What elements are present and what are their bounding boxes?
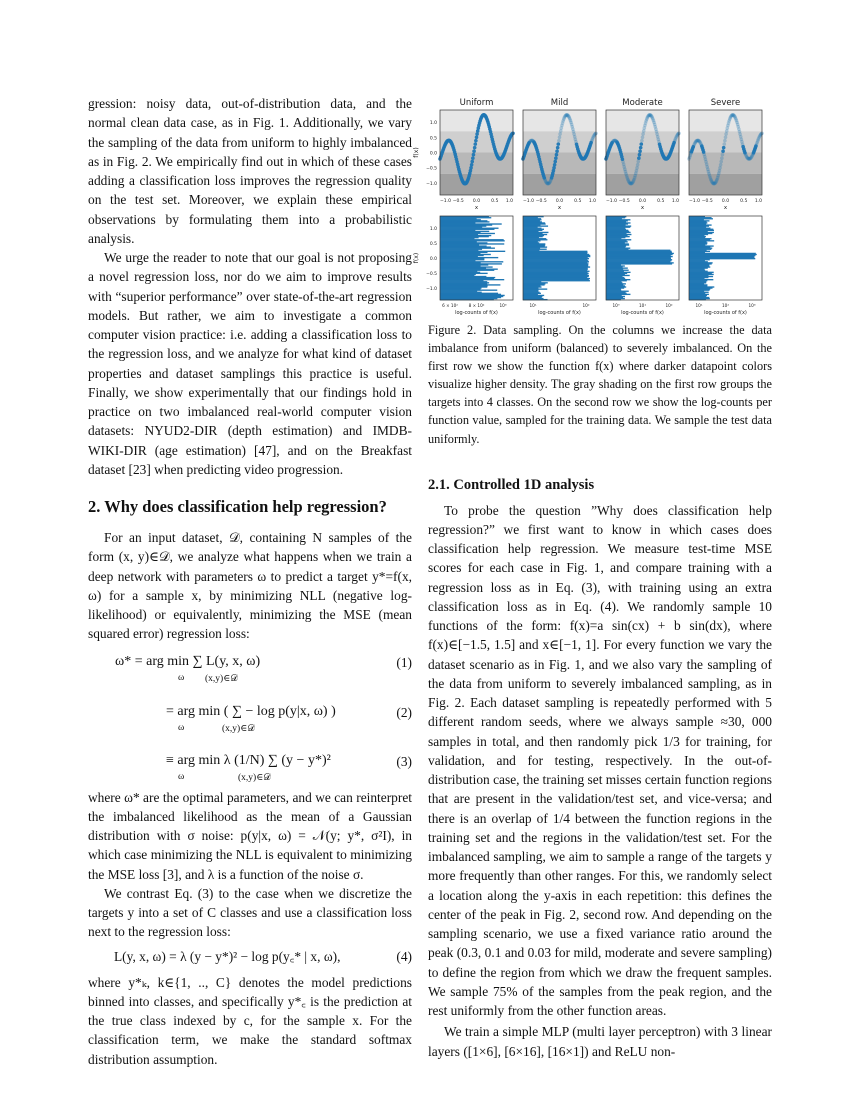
- equation-1: ω* = arg min ∑ L(y, x, ω): [115, 653, 261, 669]
- data-point: [635, 166, 639, 170]
- equation-number: (2): [396, 704, 412, 720]
- panel-title: Mild: [550, 98, 569, 108]
- data-point: [472, 149, 476, 153]
- data-point: [552, 166, 556, 170]
- equation-2: = arg min ( ∑ − log p(y|x, ω) ): [166, 703, 336, 719]
- x-axis-label: log-counts of f(x): [704, 310, 747, 316]
- y-tick-label: 0.0: [429, 151, 437, 157]
- data-point: [556, 142, 560, 146]
- x-tick-label: 8 × 10²: [468, 303, 485, 308]
- eq-subscript: (x,y)∈𝒟: [238, 772, 271, 783]
- x-tick-label: 6 × 10²: [442, 303, 458, 308]
- data-point: [557, 139, 561, 143]
- data-point: [718, 166, 722, 170]
- x-tick-label: 10²: [582, 303, 590, 308]
- class-band: [689, 174, 762, 195]
- y-tick-label: 1.0: [429, 227, 437, 232]
- panel-title: Severe: [710, 98, 741, 108]
- y-tick-label: 0.5: [429, 242, 437, 247]
- y-axis-label: f(x): [413, 252, 420, 264]
- data-point: [719, 163, 723, 167]
- eq-subscript: ω: [178, 771, 185, 782]
- paragraph: gression: noisy data, out-of-distribution data, and the normal clean data case, as in Fig. 1. Additionally, we vary the sampling of the data from uniform to highly imbalanced as in Fig. 2. We empirically find out in which of these cases adding a classification loss improves the regression quality on the test set. Moreover, we explain these empirical observations by formulating them into a probabilistic analysis.: [88, 96, 412, 246]
- paragraph: where y*ₖ, k∈{1, .., C} denotes the model predictions binned into classes, and specifically y*꜀ is the prediction at the true class indexed by c, for the sample x. For the classification term, we make the standard softmax distribution assumption.: [88, 974, 412, 1067]
- y-tick-label: −0.5: [426, 166, 437, 172]
- x-axis-label: log-counts of f(x): [538, 310, 581, 316]
- panel-title: Uniform: [459, 98, 494, 108]
- left-column: [88, 94, 412, 1069]
- equation-4: L(y, x, ω) = λ (y − y*)² − log p(y꜀* | x, ω),: [114, 948, 341, 964]
- x-tick-label: −1.0: [689, 199, 700, 204]
- x-tick-label: −0.5: [535, 199, 547, 204]
- x-tick-label: 1.0: [671, 199, 679, 204]
- x-tick-label: 10²: [721, 303, 730, 308]
- data-point: [556, 146, 560, 150]
- x-axis-label: x: [474, 205, 479, 211]
- data-point: [474, 139, 478, 143]
- figure-2: [410, 92, 772, 320]
- y-tick-label: −1.0: [426, 287, 437, 292]
- eq-subscript: (x,y)∈𝒟: [222, 723, 255, 734]
- data-point: [555, 153, 559, 157]
- data-point: [641, 135, 645, 139]
- x-tick-label: 0.0: [472, 199, 481, 204]
- data-point: [554, 156, 558, 160]
- equation-3: ≡ arg min λ (1/N) ∑ (y − y*)²: [166, 752, 331, 768]
- x-tick-label: 1.0: [754, 199, 762, 204]
- x-tick-label: −1.0: [606, 199, 617, 204]
- data-point: [724, 132, 728, 136]
- x-tick-label: 0.5: [657, 199, 665, 204]
- x-tick-label: −1.0: [523, 199, 534, 204]
- section-heading: 2. Why does classification help regression?: [88, 497, 387, 516]
- data-point: [637, 156, 641, 160]
- figure-caption: Figure 2. Data sampling. On the columns we increase the data imbalance from uniform (balanced) to severely imbalanced. On the first row we show the function f(x) where darker datapoint colors visualize higher density. The gray shading on the first row groups the targets into 4 classes. On the second row we show the log-counts per function value, sampled for the training data. We sample the test data uniformly.: [428, 323, 772, 446]
- y-tick-label: −0.5: [426, 272, 437, 277]
- equation-number: (3): [396, 753, 412, 769]
- x-axis-label: x: [640, 205, 645, 211]
- data-point: [470, 160, 474, 164]
- x-tick-label: 10¹: [695, 303, 703, 308]
- equation-number: (1): [396, 654, 412, 670]
- paragraph: We urge the reader to note that our goal is not proposing a novel regression loss, nor do we aim to improve results with “superior performance” over state-of-the-art regression models. But rather, we aim to investigate a common computer vision practice: i.e. adding a classification loss to the regression loss, and we analyze for what kind of dataset properties and dataset samplings this practice is useful. Finally, we show experimentally that our findings hold in practice on two imbalanced real-world computer vision datasets: NYUD2-DIR (depth estimation) and IMDB-WIKI-DIR (age estimation) [47], and on the Breakfast dataset [23] when predicting video progression.: [88, 250, 412, 477]
- paragraph: where ω* are the optimal parameters, and we can reinterpret the imbalanced likelihood as the mean of a Gaussian distribution with σ noise: p(y|x, ω) = 𝒩(y; y*, σ²I), in which case minimizing the NLL is equivalent to minimizing the MSE loss [3], and λ is a function of the noise σ.: [88, 789, 412, 882]
- data-point: [558, 132, 562, 136]
- class-band: [523, 110, 596, 131]
- data-point: [639, 146, 643, 150]
- x-tick-label: 10⁰: [612, 303, 620, 308]
- data-point: [720, 156, 724, 160]
- equation-number: (4): [396, 948, 412, 964]
- equation-block: [88, 648, 412, 786]
- data-point: [636, 160, 640, 164]
- y-axis-label: f(x): [413, 147, 420, 158]
- y-tick-label: 0.5: [429, 136, 437, 142]
- x-tick-label: 0.5: [491, 199, 499, 204]
- data-point: [719, 160, 723, 164]
- data-point: [641, 132, 645, 136]
- data-point: [469, 166, 473, 170]
- paragraph: For an input dataset, 𝒟, containing N samples of the form (x, y)∈𝒟, we analyze what happens when we train a deep network with parameters ω to predict a target y*=f(x, ω) for a sample x, by minimizing NLL (negative log-likelihood) or equivalently, minimizing the MSE (mean squared error) regression loss:: [88, 530, 412, 642]
- x-axis-label: x: [557, 205, 562, 211]
- paragraph: We contrast Eq. (3) to the case when we discretize the targets y into a set of C classes and use a classification loss next to the regression loss:: [88, 885, 412, 940]
- eq-subscript: ω: [178, 722, 185, 733]
- x-tick-label: 0.0: [638, 199, 647, 204]
- x-tick-label: 10³: [748, 303, 756, 308]
- x-tick-label: 10²: [665, 303, 673, 308]
- data-point: [721, 149, 725, 153]
- x-tick-label: 1.0: [588, 199, 596, 204]
- y-tick-label: 1.0: [429, 121, 437, 127]
- paragraph: We train a simple MLP (multi layer perceptron) with 3 linear layers ([1×6], [6×16], [16×1]) and ReLU non-: [428, 1024, 772, 1059]
- x-axis-label: log-counts of f(x): [455, 310, 498, 316]
- x-tick-label: 1.0: [505, 199, 513, 204]
- x-tick-label: −0.5: [618, 199, 630, 204]
- data-point: [470, 163, 474, 167]
- data-point: [553, 163, 557, 167]
- data-point: [722, 146, 726, 150]
- x-tick-label: 0.0: [721, 199, 730, 204]
- x-tick-label: 10¹: [638, 303, 647, 308]
- data-point: [473, 142, 477, 146]
- x-tick-label: −0.5: [452, 199, 464, 204]
- x-tick-label: 0.5: [574, 199, 582, 204]
- data-point: [472, 153, 476, 157]
- data-point: [473, 146, 477, 150]
- data-point: [471, 156, 475, 160]
- class-band: [689, 110, 762, 131]
- right-column: [428, 321, 772, 1061]
- eq-subscript: ω: [178, 672, 185, 683]
- data-point: [723, 139, 727, 143]
- x-tick-label: −1.0: [440, 199, 451, 204]
- data-point: [553, 160, 557, 164]
- class-band: [440, 174, 513, 195]
- data-point: [724, 135, 728, 139]
- y-tick-label: −1.0: [426, 181, 437, 187]
- data-point: [722, 142, 726, 146]
- x-tick-label: 10¹: [529, 303, 537, 308]
- x-tick-label: −0.5: [701, 199, 713, 204]
- data-point: [638, 153, 642, 157]
- data-point: [475, 135, 479, 139]
- equation-4-row: [88, 948, 412, 965]
- paragraph: To probe the question ”Why does classification help regression?” we first want to know in which cases does classification help regression. We measure test-time MSE scores for each case in Fig. 1, and compare training with a regression loss as in Eq. (3), with training using an extra classification loss as in Eq. (4). We randomly sample 10 functions of the form: f(x)=a sin(cx) + b sin(dx), where f(x)∈[−1.5, 1.5] and x∈[−1, 1]. For every function we vary the dataset scenario as in Fig. 1, and we also vary the sampling of the data from uniform to severely imbalanced sampling, as in Fig. 2. Each dataset sampling is repeatedly performed with 5 different random seeds, where we always sample ≈30, 000 samples in total, and then randomly pick 1/3 for training, for validation, and for testing, respectively. In the out-of-distribution case, the training set misses certain function regions that are present in the validation/test set, and vice-versa; and there is an overlap of 1/4 between the function regions in the training set and the regions in the validation/test set. For the imbalanced sampling, we aim to sample a range of the targets y more frequently than other ranges. For this, we randomly select a location along the y-axis in each repetition: this defines the center of the peak in Fig. 2, second row. And depending on the sampling scenario, we use a fixed variance ratio around the peak (0.3, 0.1 and 0.03 for mild, moderate and severe sampling) to define the region from which we draw the frequent samples. We sample 75% of the samples from the peak region, and the rest uniformly from the other function areas.: [428, 502, 772, 1019]
- data-point: [640, 139, 644, 143]
- class-band: [440, 110, 513, 131]
- class-band: [523, 174, 596, 195]
- x-tick-label: 10³: [499, 303, 507, 308]
- data-point: [558, 135, 562, 139]
- x-tick-label: 0.5: [740, 199, 748, 204]
- data-point: [639, 142, 643, 146]
- class-band: [606, 174, 679, 195]
- y-tick-label: 0.0: [429, 257, 437, 262]
- x-axis-label: log-counts of f(x): [621, 310, 664, 316]
- data-point: [636, 163, 640, 167]
- x-axis-label: x: [723, 205, 728, 211]
- data-point: [721, 153, 725, 157]
- x-tick-label: 0.0: [555, 199, 564, 204]
- subsection-heading: 2.1. Controlled 1D analysis: [428, 476, 595, 493]
- data-point: [638, 149, 642, 153]
- data-point: [555, 149, 559, 153]
- panel-title: Moderate: [622, 98, 663, 108]
- data-point: [475, 132, 479, 136]
- eq-subscript: (x,y)∈𝒟: [205, 673, 238, 684]
- class-band: [606, 110, 679, 131]
